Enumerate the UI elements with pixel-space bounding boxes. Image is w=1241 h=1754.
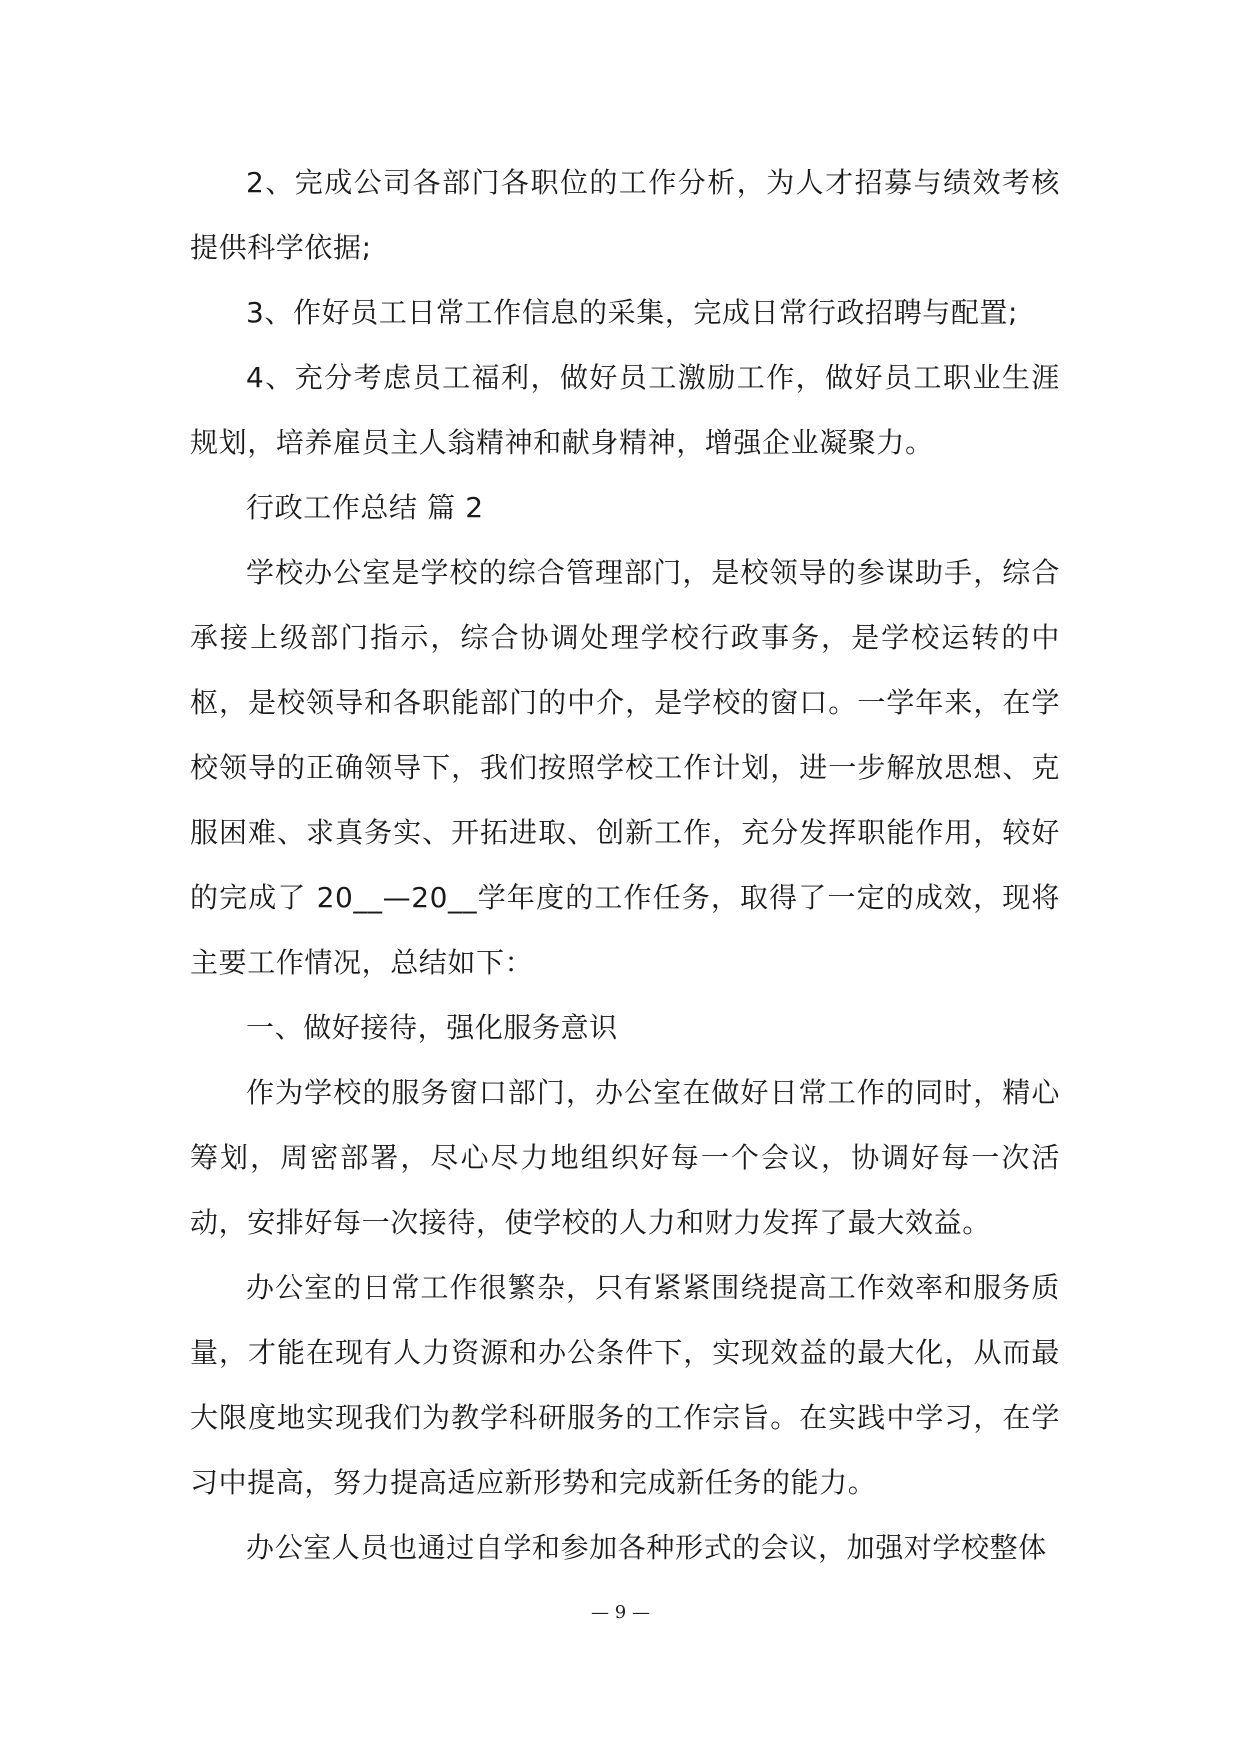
page-number: — 9 — bbox=[591, 1602, 650, 1623]
section-title: 行政工作总结 篇 2 bbox=[246, 491, 484, 524]
paragraph-item-2: 2、完成公司各部门各职位的工作分析，为人才招募与绩效考核提供科学依据; bbox=[190, 166, 1060, 264]
subsection-heading: 一、做好接待，强化服务意识 bbox=[246, 1011, 618, 1044]
paragraph-intro: 学校办公室是学校的综合管理部门，是校领导的参谋助手，综合承接上级部门指示，综合协调处理学校行政事务，是学校运转的中枢，是校领导和各职能部门的中介，是学校的窗口。一学年来，在学校领导的正确领导下，我们按照学校工作计划，进一步解放思想、克服困难、求真务实、开拓进取、创新工作，充分发挥职能作用，较好的完成了 20__—20__学年度的工作任务，取得了一定的成效，现将主要工作情况，总结如下： bbox=[190, 556, 1060, 979]
paragraph-reception: 作为学校的服务窗口部门，办公室在做好日常工作的同时，精心筹划，周密部署，尽心尽力地组织好每一个会议，协调好每一次活动，安排好每一次接待，使学校的人力和财力发挥了最大效益。 bbox=[190, 1076, 1060, 1239]
paragraph-daily-work: 办公室的日常工作很繁杂，只有紧紧围绕提高工作效率和服务质量，才能在现有人力资源和办公条件下，实现效益的最大化，从而最大限度地实现我们为教学科研服务的工作宗旨。在实践中学习，在学习中提高，努力提高适应新形势和完成新任务的能力。 bbox=[190, 1271, 1060, 1499]
paragraph-item-3: 3、作好员工日常工作信息的采集，完成日常行政招聘与配置; bbox=[246, 296, 1019, 329]
paragraph-item-4: 4、充分考虑员工福利，做好员工激励工作，做好员工职业生涯规划，培养雇员主人翁精神和献身精神，增强企业凝聚力。 bbox=[190, 361, 1060, 459]
document-body bbox=[190, 150, 1060, 1580]
paragraph-self-study: 办公室人员也通过自学和参加各种形式的会议，加强对学校整体 bbox=[246, 1531, 1047, 1564]
